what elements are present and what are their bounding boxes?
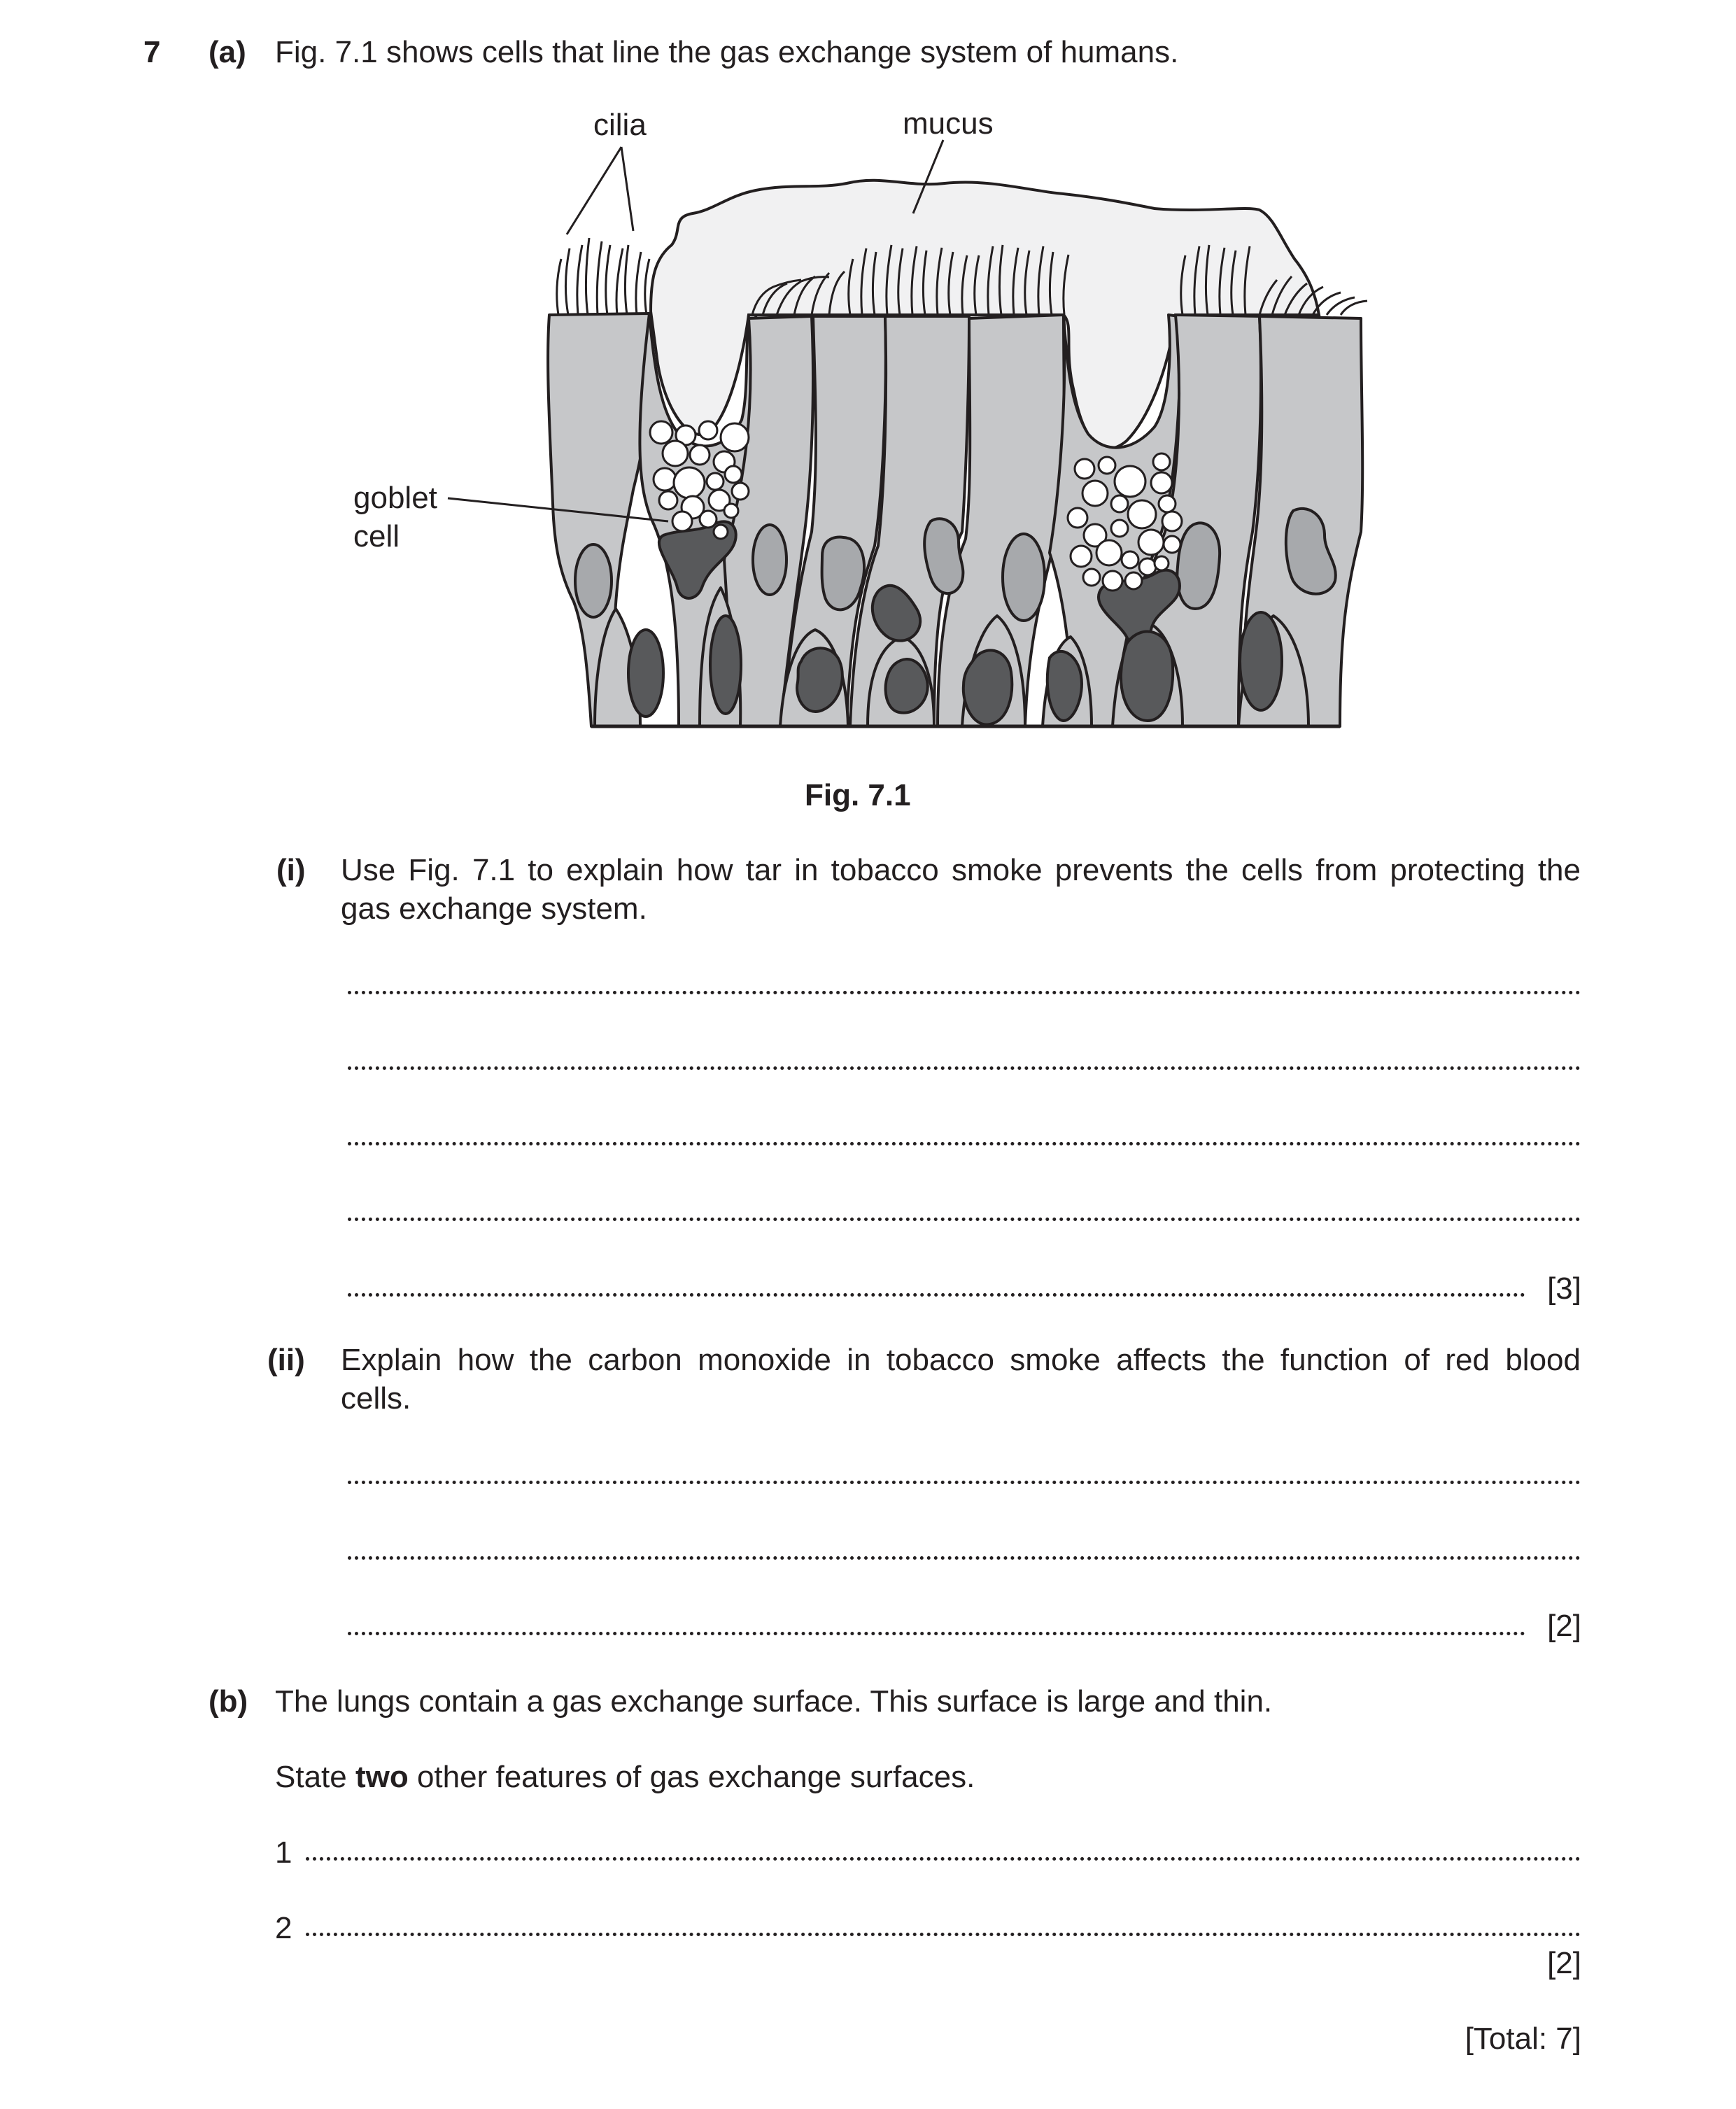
part-a-label: (a) <box>209 35 246 69</box>
figure-caption: Fig. 7.1 <box>805 778 911 812</box>
instruction-pre: State <box>275 1760 355 1794</box>
label-goblet-line2: cell <box>353 519 400 553</box>
answer-line-i-5[interactable] <box>348 1293 1525 1297</box>
answer-line-ii-1[interactable] <box>348 1481 1581 1484</box>
answer-line-i-2[interactable] <box>348 1066 1581 1070</box>
label-goblet-line1: goblet <box>353 481 437 515</box>
part-a-intro: Fig. 7.1 shows cells that line the gas exchange system of humans. <box>275 35 1179 69</box>
sub-ii-text-line2: cells. <box>341 1381 411 1416</box>
sub-i-text-line2: gas exchange system. <box>341 891 647 926</box>
label-mucus: mucus <box>903 106 994 141</box>
mark-ii: [2] <box>1547 1609 1581 1643</box>
answer-line-b-1[interactable] <box>306 1857 1581 1861</box>
answer-line-i-4[interactable] <box>348 1218 1581 1221</box>
question-number: 7 <box>143 35 161 69</box>
sub-ii-text-line1: Explain how the carbon monoxide in tobacco smoke affects the function of red blood <box>341 1343 1581 1377</box>
answer-line-ii-2[interactable] <box>348 1556 1581 1560</box>
instruction-post: other features of gas exchange surfaces. <box>408 1760 975 1794</box>
mark-i: [3] <box>1547 1271 1581 1306</box>
mark-b: [2] <box>1547 1946 1581 1980</box>
sub-i-text-line1: Use Fig. 7.1 to explain how tar in tobacco smoke prevents the cells from protecting the <box>341 853 1581 887</box>
answer-line-b-2[interactable] <box>306 1933 1581 1936</box>
answer-number-1: 1 <box>275 1835 292 1870</box>
sub-i-label: (i) <box>276 853 306 887</box>
total-marks: [Total: 7] <box>1465 2022 1581 2056</box>
figure-7-1-diagram <box>0 0 1736 770</box>
answer-number-2: 2 <box>275 1911 292 1945</box>
instruction-bold: two <box>355 1760 409 1794</box>
answer-line-i-3[interactable] <box>348 1142 1581 1145</box>
part-b-label: (b) <box>209 1684 248 1719</box>
part-b-instruction <box>275 1758 975 1796</box>
label-cilia: cilia <box>593 108 647 142</box>
answer-line-i-1[interactable] <box>348 991 1581 994</box>
part-b-text: The lungs contain a gas exchange surface. This surface is large and thin. <box>275 1684 1273 1719</box>
sub-ii-label: (ii) <box>267 1343 305 1377</box>
answer-line-ii-3[interactable] <box>348 1632 1525 1635</box>
